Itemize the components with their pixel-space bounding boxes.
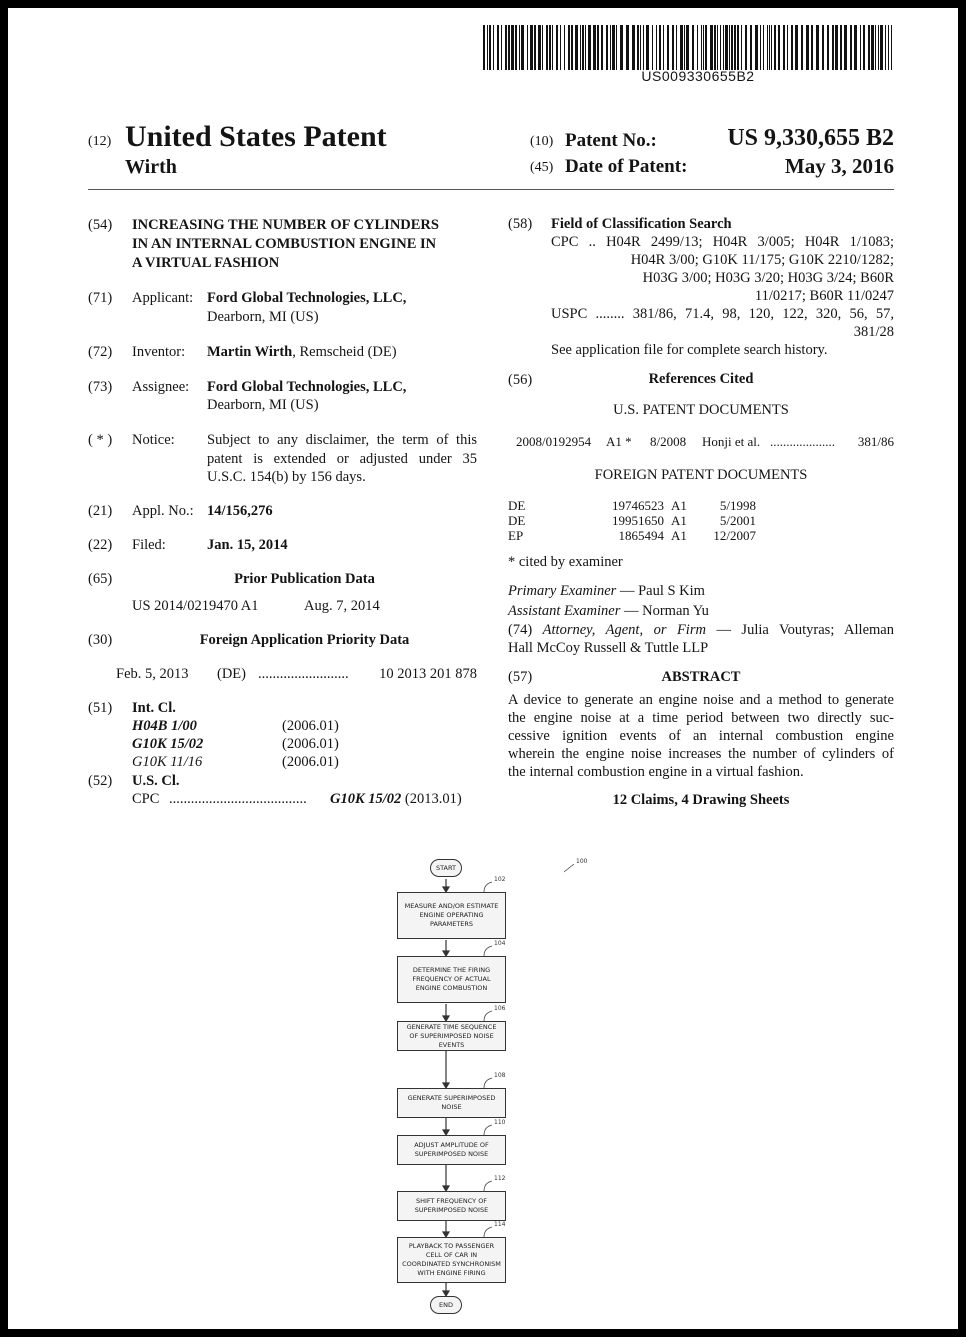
code-21: (21) (88, 503, 113, 519)
document-title: United States Patent (125, 120, 387, 153)
cited-by-examiner: * cited by examiner (508, 554, 623, 570)
barcode (483, 25, 895, 70)
foreign-doc-number: 19951650 (612, 513, 664, 528)
assignee-label: Assignee: (132, 379, 190, 395)
figure-ref: 100 (576, 858, 588, 865)
attorney-label: Attorney, Agent, or Firm (542, 622, 706, 638)
us-cl-label: U.S. Cl. (132, 773, 180, 789)
us-doc-kind: A1 * (606, 434, 632, 449)
int-cl-label: Int. Cl. (132, 700, 176, 716)
flowchart-step: DETERMINE THE FIRING FREQUENCY OF ACTUAL ENGINE COMBUSTION (397, 956, 506, 1003)
foreign-doc-kind: A1 (671, 513, 687, 528)
flowchart-step: SHIFT FREQUENCY OF SUPERIMPOSED NOISE (397, 1191, 506, 1221)
flowchart-ref: 104 (494, 940, 506, 947)
foreign-doc-kind: A1 (671, 528, 687, 543)
primary-examiner (508, 582, 705, 600)
int-cl-code: G10K 15/02 (132, 736, 204, 752)
invention-title-line-1: INCREASING THE NUMBER OF CYLINDERS (132, 217, 439, 233)
code-73: (73) (88, 379, 113, 395)
invention-title-line-3: A VIRTUAL FASHION (132, 255, 280, 271)
abstract-line-1: A device to generate an engine noise and a method to generate (508, 692, 894, 708)
appl-no: 14/156,276 (207, 503, 273, 519)
code-74: (74) (508, 622, 543, 638)
code-30: (30) (88, 632, 113, 648)
assistant-examiner (508, 602, 709, 620)
prior-pub-number: US 2014/0219470 A1 (132, 598, 259, 614)
assignee-name: Ford Global Technologies, LLC, (207, 379, 407, 395)
invention-title-line-2: IN AN INTERNAL COMBUSTION ENGINE IN (132, 236, 437, 252)
attorney-line-1 (508, 621, 894, 639)
applicant-city: Dearborn, MI (US) (207, 309, 319, 325)
abstract-line-3: cessive ignition events of an internal combustion engine (508, 728, 894, 744)
code-58: (58) (508, 216, 533, 232)
us-doc-date: 8/2008 (650, 434, 687, 449)
notice-line-2: patent is extended or adjusted under 35 (207, 451, 477, 467)
patent-date: May 3, 2016 (784, 154, 894, 178)
assignee-city: Dearborn, MI (US) (207, 397, 319, 413)
cpc-classification (330, 790, 462, 808)
flowchart-ref: 108 (494, 1072, 506, 1079)
foreign-priority-number: 10 2013 201 878 (379, 666, 477, 682)
foreign-doc-country: DE (508, 498, 526, 513)
field-cpc-line-1: CPC .. H04R 2499/13; H04R 3/005; H04R 1/1083; (551, 234, 894, 250)
patent-page (8, 8, 958, 1329)
abstract-line-5: the internal combustion engine in a virtual fashion. (508, 764, 804, 780)
foreign-docs-heading: FOREIGN PATENT DOCUMENTS (594, 467, 808, 483)
filed-date: Jan. 15, 2014 (207, 537, 288, 553)
foreign-priority-country: (DE) (217, 666, 246, 682)
notice-line-1: Subject to any disclaimer, the term of this (207, 432, 477, 448)
inventor-location: , Remscheid (DE) (292, 344, 397, 360)
primary-examiner-label: Primary Examiner (508, 583, 617, 599)
code-12: (12) (88, 134, 112, 149)
applicant-name: Ford Global Technologies, LLC, (207, 290, 407, 306)
int-cl-version: (2006.01) (282, 718, 339, 734)
us-doc-dots: .................... (770, 434, 835, 449)
date-label: Date of Patent: (565, 156, 688, 177)
flowchart-step: GENERATE SUPERIMPOSED NOISE (397, 1088, 506, 1118)
code-65: (65) (88, 571, 113, 587)
foreign-doc-country: EP (508, 528, 524, 543)
flowchart-ref: 114 (494, 1221, 506, 1228)
field-uspc-line-2: 381/28 (853, 324, 894, 340)
foreign-doc-date: 5/1998 (719, 498, 756, 513)
attorney-names: — Julia Voutyras; Alleman (705, 622, 894, 638)
references-heading: References Cited (648, 371, 754, 387)
abstract-line-4: wherein the engine noise increases the number of cylinders of (508, 746, 894, 762)
foreign-priority-dots: ......................... (258, 666, 349, 682)
primary-examiner-name: — Paul S Kim (616, 583, 705, 599)
appl-no-label: Appl. No.: (132, 503, 194, 519)
inventor-surname: Wirth (125, 156, 177, 178)
flowchart-step: MEASURE AND/OR ESTIMATE ENGINE OPERATING PARAMETERS (397, 892, 506, 939)
flowchart-ref: 110 (494, 1119, 506, 1126)
code-51: (51) (88, 700, 113, 716)
flowchart-ref: 102 (494, 876, 506, 883)
foreign-doc-country: DE (508, 513, 526, 528)
patent-no-label: Patent No.: (565, 130, 657, 151)
us-doc-name: Honji et al. (702, 434, 761, 449)
code-22: (22) (88, 537, 113, 553)
us-doc-class: 381/86 (857, 434, 894, 449)
int-cl-code: H04B 1/00 (132, 718, 197, 734)
code-56: (56) (508, 372, 533, 388)
abstract-heading: ABSTRACT (661, 669, 741, 685)
foreign-doc-number: 1865494 (618, 528, 664, 543)
abstract-line-2: the engine noise at a time period between two directly suc- (508, 710, 894, 726)
int-cl-version: (2006.01) (282, 754, 339, 770)
cpc-version: (2013.01) (404, 791, 462, 807)
foreign-priority-date: Feb. 5, 2013 (116, 666, 189, 682)
header-divider (88, 189, 894, 190)
code-10: (10) (530, 134, 554, 149)
cpc-label: CPC (132, 791, 160, 807)
notice-line-3: U.S.C. 154(b) by 156 days. (207, 469, 366, 485)
code-57: (57) (508, 669, 533, 685)
code-71: (71) (88, 290, 113, 306)
inventor-label: Inventor: (132, 344, 186, 360)
foreign-doc-date: 5/2001 (719, 513, 756, 528)
inventor-name: Martin Wirth (207, 344, 293, 360)
code-72: (72) (88, 344, 113, 360)
foreign-doc-kind: A1 (671, 498, 687, 513)
patent-number: US 9,330,655 B2 (727, 125, 894, 151)
code-52: (52) (88, 773, 113, 789)
field-uspc-line-1: USPC ........ 381/86, 71.4, 98, 120, 122, 320, 56, 57, (551, 306, 894, 322)
field-cpc-line-3: H03G 3/00; H03G 3/20; H03G 3/24; B60R (642, 270, 894, 286)
applicant-label: Applicant: (132, 290, 194, 306)
code-notice: ( * ) (88, 432, 113, 448)
search-history-note: See application file for complete search history. (551, 342, 828, 358)
us-doc-number: 2008/0192954 (516, 434, 592, 449)
flowchart-ref: 106 (494, 1005, 506, 1012)
code-54: (54) (88, 217, 113, 233)
inventor (207, 343, 397, 361)
foreign-doc-number: 19746523 (612, 498, 664, 513)
barcode-number: US009330655B2 (641, 68, 755, 84)
claims-summary: 12 Claims, 4 Drawing Sheets (612, 792, 790, 808)
attorney-line-2: Hall McCoy Russell & Tuttle LLP (508, 640, 709, 656)
foreign-doc-date: 12/2007 (713, 528, 756, 543)
flowchart-step: PLAYBACK TO PASSENGER CELL OF CAR IN COORDINATED SYNCHRONISM WITH ENGINE FIRING (397, 1237, 506, 1283)
code-45: (45) (530, 160, 554, 175)
field-cpc-line-2: H04R 3/00; G10K 11/175; G10K 2210/1282; (630, 252, 894, 268)
flowchart-end: END (430, 1296, 462, 1314)
notice-label: Notice: (132, 432, 175, 448)
us-docs-heading: U.S. PATENT DOCUMENTS (613, 402, 789, 418)
flowchart-step: ADJUST AMPLITUDE OF SUPERIMPOSED NOISE (397, 1135, 506, 1165)
assistant-examiner-label: Assistant Examiner (508, 603, 621, 619)
cpc-dots: ...................................... (169, 791, 307, 807)
int-cl-version: (2006.01) (282, 736, 339, 752)
cpc-code: G10K 15/02 (330, 791, 402, 807)
prior-pub-heading: Prior Publication Data (234, 571, 375, 587)
field-search-heading: Field of Classification Search (551, 216, 732, 232)
prior-pub-date: Aug. 7, 2014 (304, 598, 380, 614)
flowchart-start: START (430, 859, 462, 877)
filed-label: Filed: (132, 537, 166, 553)
flowchart-ref: 112 (494, 1175, 506, 1182)
int-cl-code: G10K 11/16 (132, 754, 203, 770)
flowchart-figure (388, 848, 618, 1328)
flowchart-step: GENERATE TIME SEQUENCE OF SUPERIMPOSED NOISE EVENTS (397, 1021, 506, 1051)
foreign-priority-heading: Foreign Application Priority Data (199, 632, 410, 648)
assistant-examiner-name: — Norman Yu (620, 603, 709, 619)
field-cpc-line-4: 11/0217; B60R 11/0247 (754, 288, 894, 304)
